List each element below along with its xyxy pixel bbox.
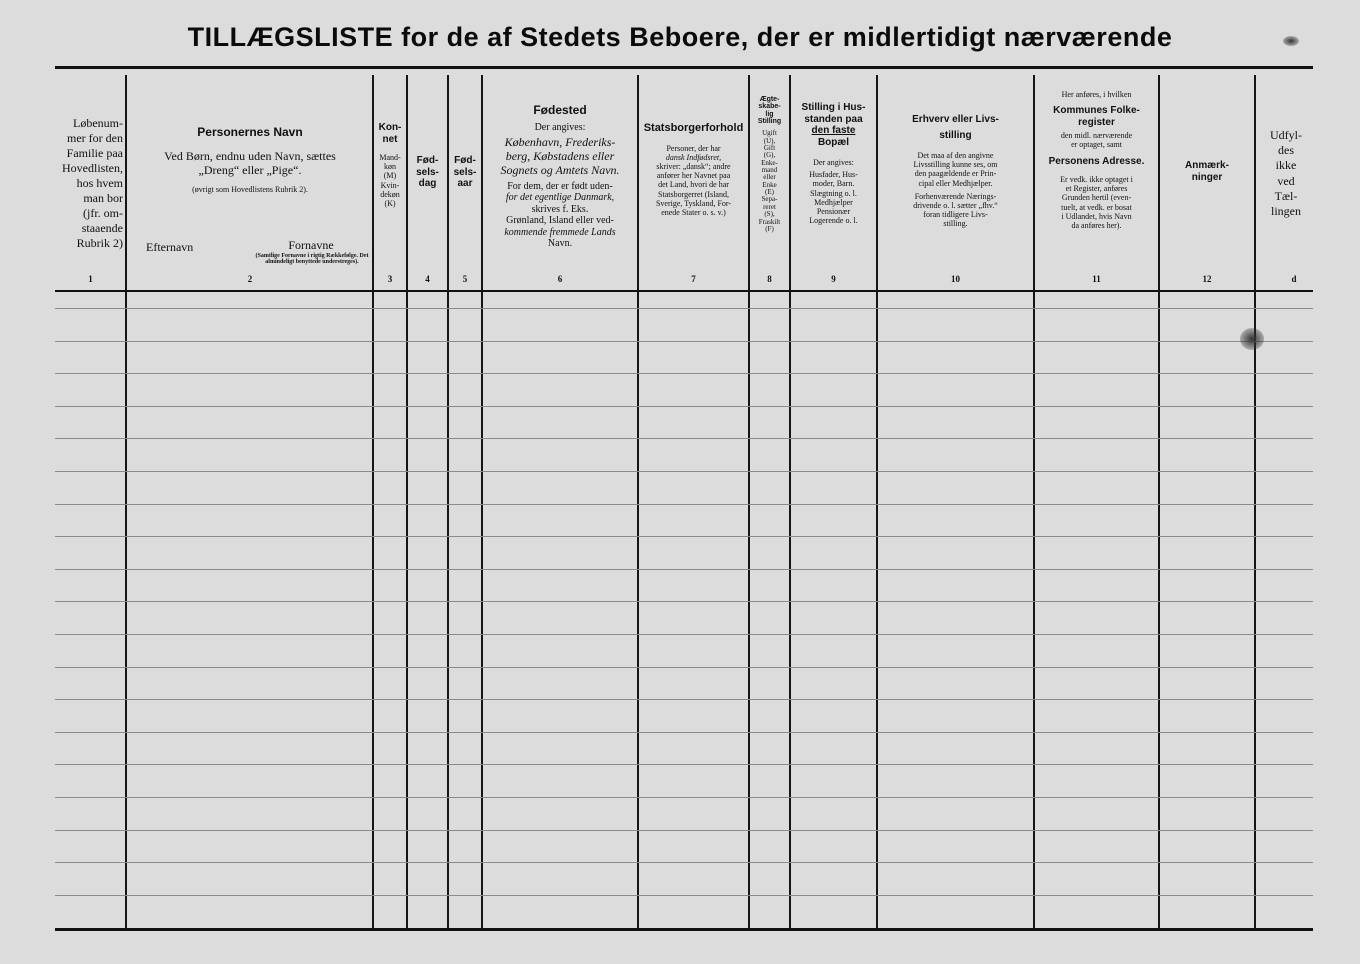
header-text: enede Stater o. s. v.) bbox=[661, 207, 726, 217]
header-text: Navn. bbox=[547, 238, 573, 250]
header-col-11 bbox=[1035, 90, 1158, 295]
header-note: (øvrigt som Hovedlistens Rubrik 2). bbox=[192, 185, 308, 195]
column-number: 12 bbox=[1202, 274, 1212, 284]
header-text: Ved Børn, endnu uden Navn, sættes bbox=[164, 148, 336, 163]
header-text: Personer, der har bbox=[666, 143, 721, 153]
header-heading: stilling bbox=[939, 129, 972, 141]
header-heading: Statsborgerforhold bbox=[643, 122, 744, 134]
header-heading: Fød- bbox=[454, 155, 476, 166]
header-text: Forhenværende Nærings- bbox=[914, 191, 997, 201]
header-col-8 bbox=[750, 96, 789, 301]
header-heading: den faste bbox=[811, 125, 856, 136]
header-col-4 bbox=[408, 155, 447, 360]
header-heading: skabe- bbox=[758, 103, 781, 111]
header-col-7 bbox=[639, 122, 748, 327]
header-text: dansk Indfødsret, bbox=[665, 152, 722, 162]
bottom-rule bbox=[55, 928, 1313, 931]
header-text: Enke- bbox=[761, 158, 778, 167]
header-text: i Udlandet, hvis Navn bbox=[1061, 211, 1132, 221]
header-text: Medhjælper bbox=[814, 197, 853, 207]
header-heading: Anmærk- bbox=[1185, 160, 1229, 171]
column-number: 9 bbox=[831, 274, 836, 284]
header-text: Grunden hertil (even- bbox=[1061, 193, 1132, 203]
row-line bbox=[55, 569, 1313, 570]
header-text: staaende bbox=[81, 221, 123, 235]
header-heading: Personens Adresse. bbox=[1048, 155, 1145, 167]
header-text: hos hvem bbox=[76, 176, 123, 190]
ink-spot bbox=[1240, 328, 1264, 350]
header-text: (M) bbox=[383, 171, 397, 181]
header-text: anfører her Navnet paa bbox=[656, 171, 731, 181]
header-text: Sverige, Tyskland, For- bbox=[655, 198, 732, 208]
ink-spot bbox=[1283, 36, 1299, 46]
header-text: „Dreng“ eller „Pige“. bbox=[198, 162, 302, 177]
header-text: eller bbox=[763, 173, 776, 182]
header-text: mer for den bbox=[67, 131, 123, 145]
header-text: Løbenum- bbox=[73, 116, 123, 130]
header-text: ved bbox=[1277, 173, 1295, 188]
header-text: (E) bbox=[765, 188, 774, 197]
header-text: Statsborgerret (Island, bbox=[658, 189, 729, 199]
header-text: cipal eller Medhjælper. bbox=[918, 178, 993, 188]
column-number: d bbox=[1291, 274, 1297, 284]
header-text: den paagældende er Prin- bbox=[914, 169, 997, 179]
header-heading: sels- bbox=[453, 166, 477, 178]
header-text: det Land, hvori de har bbox=[658, 180, 729, 190]
header-text: moder, Barn. bbox=[812, 179, 855, 189]
header-text: er optaget, samt bbox=[1071, 140, 1122, 150]
column-divider bbox=[125, 75, 127, 928]
row-line bbox=[55, 438, 1313, 439]
header-col-10 bbox=[878, 114, 1033, 319]
header-text: Mand- bbox=[379, 153, 401, 162]
header-text: (K) bbox=[384, 198, 396, 208]
header-text: (G), bbox=[763, 151, 776, 160]
column-number: 5 bbox=[462, 274, 468, 284]
header-text: tuelt, at vedk. er bosat bbox=[1061, 202, 1132, 212]
column-number: 10 bbox=[951, 274, 960, 284]
header-heading: lig bbox=[765, 110, 774, 118]
header-text: lingen bbox=[1271, 204, 1301, 219]
row-line bbox=[55, 373, 1313, 374]
row-line bbox=[55, 406, 1313, 407]
header-text: Der angives: bbox=[813, 158, 854, 167]
header-text: (S), bbox=[764, 210, 775, 219]
header-text: for det egentlige Danmark, bbox=[505, 192, 615, 204]
header-text: berg, Købstadens eller bbox=[505, 149, 615, 164]
header-text: For dem, der er født uden- bbox=[507, 180, 613, 192]
header-text: skrives f. Eks. bbox=[531, 203, 589, 215]
row-line bbox=[55, 667, 1313, 668]
header-text: mand bbox=[761, 166, 778, 175]
header-text: kommende fremmede Lands bbox=[504, 226, 616, 238]
header-text: Sepa- bbox=[761, 195, 778, 204]
row-line bbox=[55, 634, 1313, 635]
header-text: da anføres her). bbox=[1071, 221, 1122, 230]
header-heading: standen paa bbox=[804, 113, 863, 125]
header-text: Familie paa bbox=[66, 146, 123, 160]
header-text: Rubrik 2) bbox=[76, 236, 123, 250]
form-title: TILLÆGSLISTE for de af Stedets Beboere, der er midlertidigt nærværende bbox=[187, 22, 1173, 52]
row-line bbox=[55, 764, 1313, 765]
row-line bbox=[55, 797, 1313, 798]
header-heading: net bbox=[382, 133, 398, 145]
header-text: køn bbox=[384, 162, 396, 172]
fornavne-note: (Samtlige Fornavne i rigtig Rækkefølge. Det almindeligt benyttede understreges). bbox=[255, 253, 369, 266]
header-text: Der angives: bbox=[534, 121, 586, 133]
header-col-13 bbox=[1256, 128, 1316, 333]
header-text: dekøn bbox=[380, 189, 400, 199]
row-line bbox=[55, 830, 1313, 831]
header-text: Husfader, Hus- bbox=[809, 170, 858, 180]
row-line bbox=[55, 732, 1313, 733]
header-text: Udfyl- bbox=[1270, 128, 1302, 142]
column-number: 4 bbox=[425, 274, 430, 284]
header-heading: Stilling i Hus- bbox=[801, 102, 866, 113]
header-text: Enke bbox=[762, 180, 777, 189]
row-line bbox=[55, 895, 1313, 896]
header-heading: sels- bbox=[416, 166, 439, 178]
header-heading: Ægte- bbox=[759, 96, 780, 103]
header-text: man bor bbox=[83, 191, 123, 205]
header-heading: Stilling bbox=[757, 118, 782, 126]
header-text: foran tidligere Livs- bbox=[923, 210, 988, 220]
row-line bbox=[55, 862, 1313, 863]
header-col-1 bbox=[56, 116, 125, 321]
column-number: 1 bbox=[88, 274, 93, 284]
header-heading: Fødested bbox=[533, 104, 587, 117]
header-text: Ugift bbox=[762, 129, 777, 138]
header-text: Fraskilt bbox=[758, 217, 781, 226]
header-heading: Bopæl bbox=[817, 136, 850, 148]
header-text: København, Frederiks- bbox=[504, 135, 616, 150]
column-number: 7 bbox=[691, 274, 696, 284]
top-rule bbox=[55, 66, 1313, 69]
header-text: Slægtning o. l. bbox=[810, 188, 857, 198]
header-text: stilling. bbox=[943, 219, 968, 229]
header-text: Det maa af den angivne bbox=[917, 151, 994, 160]
header-text: Hovedlisten, bbox=[62, 161, 123, 175]
header-text: Her anføres, i hvilken bbox=[1061, 90, 1132, 99]
header-heading: register bbox=[1078, 116, 1115, 128]
header-col-3 bbox=[374, 122, 406, 327]
row-line bbox=[55, 601, 1313, 602]
header-text: den midl. nærværende bbox=[1060, 131, 1133, 141]
header-text: Logerende o. l. bbox=[809, 216, 858, 226]
header-col-5 bbox=[449, 155, 481, 360]
header-text: Er vedk. ikke optaget i bbox=[1060, 175, 1133, 185]
header-col-2 bbox=[128, 126, 372, 331]
header-text: drivende o. l. sætter „fhv.“ bbox=[913, 200, 998, 210]
header-heading: Erhverv eller Livs- bbox=[912, 114, 999, 125]
header-text: reret bbox=[763, 202, 776, 211]
header-text: ikke bbox=[1275, 158, 1297, 173]
column-number: 8 bbox=[767, 274, 772, 284]
header-heading: Kommunes Folke- bbox=[1053, 105, 1140, 117]
header-heading: Kon- bbox=[378, 122, 402, 133]
fornavne-label: Fornavne bbox=[288, 238, 334, 252]
header-heading: aar bbox=[457, 178, 473, 189]
header-heading: Fød- bbox=[416, 155, 439, 166]
header-heading: Personernes Navn bbox=[197, 126, 303, 139]
header-text: (U), bbox=[763, 136, 776, 145]
header-text: Tæl- bbox=[1274, 188, 1298, 203]
header-text: Pensionær bbox=[816, 206, 851, 216]
header-text: (F) bbox=[765, 224, 774, 233]
header-text: Livsstilling kunne ses, om bbox=[913, 160, 998, 170]
header-text: et Register, anføres bbox=[1065, 184, 1128, 194]
row-line bbox=[55, 504, 1313, 505]
column-number: 3 bbox=[387, 274, 393, 284]
column-number: 11 bbox=[1092, 274, 1101, 284]
row-line bbox=[55, 471, 1313, 472]
efternavn-label: Efternavn bbox=[146, 240, 194, 254]
header-text: (jfr. om- bbox=[83, 206, 123, 220]
row-line bbox=[55, 699, 1313, 700]
header-text: skriver: „dansk“; andre bbox=[656, 162, 731, 172]
header-text: Sognets og Amtets Navn. bbox=[500, 162, 620, 177]
column-number: 2 bbox=[247, 274, 253, 284]
column-number: 6 bbox=[557, 274, 563, 284]
header-heading: dag bbox=[418, 178, 437, 189]
row-line bbox=[55, 341, 1313, 342]
header-heading: ninger bbox=[1191, 171, 1223, 183]
row-line bbox=[55, 536, 1313, 537]
header-text: des bbox=[1278, 143, 1294, 158]
header-text: Gift bbox=[763, 144, 776, 153]
header-text: Grønland, Island eller ved- bbox=[506, 215, 614, 227]
header-text: Kvin- bbox=[380, 180, 400, 190]
